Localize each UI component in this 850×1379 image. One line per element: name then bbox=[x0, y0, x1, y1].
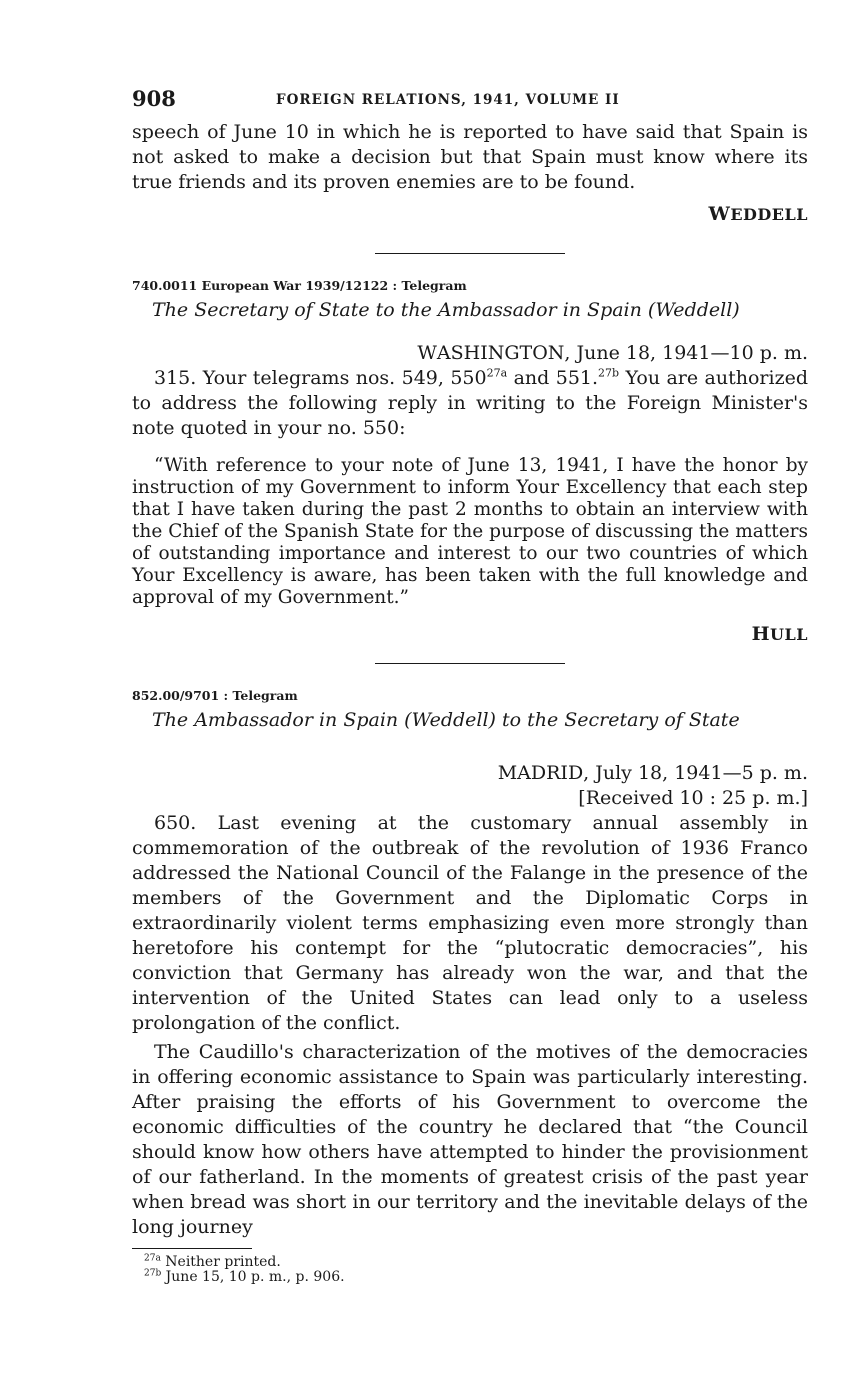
signature-initial: H bbox=[751, 623, 771, 645]
telegram-paragraph: The Caudillo's characterization of the motives of the democracies in offering economic assistance to Spain was particularly interesting. After praising the efforts of his Government to overcome the economic difficulties of the country he declared that “the Council should know how others have attempted to hinder the provisionment of our fatherland. In the moments of greatest crisis of the past year when bread was short in our territory and the inevitable delays of the long journey bbox=[132, 1041, 808, 1238]
place-rest: ADRID bbox=[517, 762, 584, 784]
date: , June 18, 1941—10 p. m. bbox=[564, 342, 808, 364]
received-note: [Received 10 : 25 p. m.] bbox=[578, 787, 808, 809]
section-divider bbox=[375, 663, 565, 664]
running-head: FOREIGN RELATIONS, 1941, VOLUME II bbox=[276, 92, 620, 108]
document-reference: 740.0011 European War 1939/12122 : Telegram bbox=[132, 278, 467, 293]
place-rest: ASHINGTON bbox=[436, 342, 565, 364]
signature-hull bbox=[132, 623, 808, 645]
page-number: 908 bbox=[132, 86, 176, 111]
document-reference: 852.00/9701 : Telegram bbox=[132, 688, 298, 703]
signature-rest: ULL bbox=[770, 625, 808, 644]
signature-rest: EDDELL bbox=[730, 205, 808, 224]
telegram-paragraph: 315. Your telegrams nos. 549, $550^{27a}$ and 551.$^{27b}$ You are authorized to address the following reply in writing to the Foreign Minister's note quoted in your no. 550: bbox=[132, 366, 808, 439]
quoted-reply bbox=[132, 455, 808, 609]
dateline bbox=[132, 341, 808, 366]
document-page bbox=[132, 86, 808, 1285]
footnote-ref: 27a bbox=[486, 366, 508, 380]
place-initial: W bbox=[417, 342, 437, 364]
quote-text: “With reference to your note of June 13, 1941, I have the honor by instruction of my Government to inform Your Excellency that each step that I have taken during the past 2 months to obtain an interview with the Chief of the Spanish State for the purpose of discussing the matters of outstanding importance and interest to our two countries of which Your Excellency is aware, has been taken with the full knowledge and approval of my Government.” bbox=[132, 455, 808, 608]
footnote: $^{27b}$ June 15, 10 p. m., p. 906. bbox=[144, 1268, 345, 1285]
dateline bbox=[132, 761, 808, 786]
continuation-paragraph: speech of June 10 in which he is reported to have said that Spain is not asked to make a decision but that Spain must know where its true friends and its proven enemies are to be found. bbox=[132, 121, 808, 193]
footnote: $^{27a}$ Neither printed. bbox=[144, 1253, 281, 1270]
telegram-paragraph: 650. Last evening at the customary annual assembly in commemoration of the outbreak of the revolution of 1936 Franco addressed the National Council of the Falange in the presence of the members of the Government and the Diplomatic Corps in extraordinarily violent terms emphasizing even more strongly than heretofore his contempt for the “plutocratic democracies”, his conviction that Germany has already won the war, and that the intervention of the United States can lead only to a useless prolongation of the conflict. bbox=[132, 812, 808, 1034]
signature-initial: W bbox=[708, 203, 731, 225]
footnote-ref: 27b bbox=[598, 366, 620, 380]
page-header bbox=[132, 86, 808, 120]
date: , July 18, 1941—5 p. m. bbox=[583, 762, 808, 784]
signature-weddell bbox=[132, 203, 808, 225]
place-initial: M bbox=[497, 762, 518, 784]
document-title: The Ambassador in Spain (Weddell) to the Secretary of State bbox=[152, 709, 740, 731]
section-divider bbox=[375, 253, 565, 254]
footnote-rule bbox=[132, 1248, 252, 1249]
document-title: The Secretary of State to the Ambassador in Spain (Weddell) bbox=[152, 299, 740, 321]
